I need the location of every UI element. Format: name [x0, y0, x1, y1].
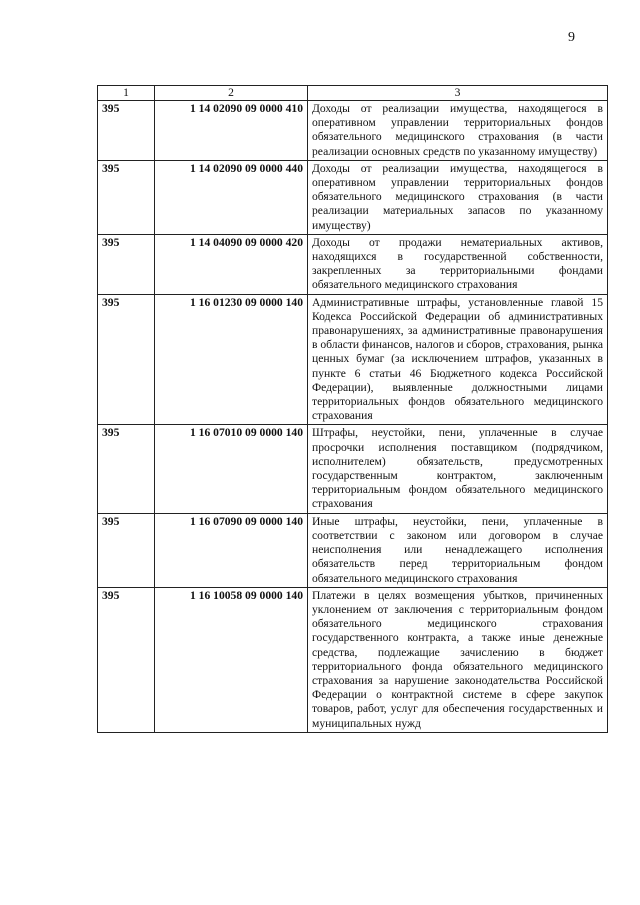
admin-code-cell: 395: [98, 294, 155, 425]
header-row: [98, 86, 608, 101]
table-row: [98, 294, 608, 425]
revenue-name-cell: Доходы от реализации имущества, находящегося в оперативном управлении территориальных фондов обязательного медицинского страхования (в части реализации материальных запасов по указанному имуществу): [308, 160, 608, 234]
table-row: [98, 160, 608, 234]
budget-code-cell: 1 14 04090 09 0000 420: [155, 234, 308, 294]
admin-code-cell: 395: [98, 587, 155, 732]
admin-code-cell: 395: [98, 234, 155, 294]
table-header: [98, 86, 608, 101]
budget-code-cell: 1 14 02090 09 0000 440: [155, 160, 308, 234]
revenue-name-cell: Доходы от продажи нематериальных активов, находящихся в государственной собственности, закрепленных за территориальными фондами обязательного медицинского страхования: [308, 234, 608, 294]
table-row: [98, 513, 608, 587]
budget-code-cell: 1 16 01230 09 0000 140: [155, 294, 308, 425]
budget-code-cell: 1 14 02090 09 0000 410: [155, 101, 308, 161]
budget-code-cell: 1 16 07010 09 0000 140: [155, 425, 308, 513]
revenue-name-cell: Административные штрафы, установленные главой 15 Кодекса Российской Федерации об административных правонарушениях, за административные правонарушения в области финансов, налогов и сборов, страхования, рынка ценных бумаг (за исключением штрафов, указанных в пункте 6 статьи 46 Бюджетного кодекса Российской Федерации), выявленные должностными лицами территориальных фондов обязательного медицинского страхования: [308, 294, 608, 425]
revenue-name-cell: Платежи в целях возмещения убытков, причиненных уклонением от заключения с территориальным фондом обязательного медицинского страхования государственного контракта, а также иные денежные средства, подлежащие зачислению в бюджет территориального фонда обязательного медицинского страхования за нарушение законодательства Российской Федерации о контрактной системе в сфере закупок товаров, работ, услуг для обеспечения государственных и муниципальных нужд: [308, 587, 608, 732]
table-row: [98, 101, 608, 161]
page-number: 9: [568, 30, 575, 45]
budget-code-cell: 1 16 07090 09 0000 140: [155, 513, 308, 587]
revenue-name-cell: Иные штрафы, неустойки, пени, уплаченные в соответствии с законом или договором в случае неисполнения или ненадлежащего исполнения обязательств перед территориальным фондом обязательного медицинского страхования: [308, 513, 608, 587]
column-header-3: 3: [308, 86, 608, 101]
admin-code-cell: 395: [98, 101, 155, 161]
table-row: [98, 234, 608, 294]
revenue-name-cell: Доходы от реализации имущества, находящегося в оперативном управлении территориальных фондов обязательного медицинского страхования (в части реализации основных средств по указанному имуществу): [308, 101, 608, 161]
table-row: [98, 425, 608, 513]
column-header-1: 1: [98, 86, 155, 101]
table-row: [98, 587, 608, 732]
table-body: [98, 101, 608, 733]
revenue-codes-table: [97, 85, 608, 733]
admin-code-cell: 395: [98, 425, 155, 513]
revenue-name-cell: Штрафы, неустойки, пени, уплаченные в случае просрочки исполнения поставщиком (подрядчиком, исполнителем) обязательств, предусмотренных государственным контрактом, заключенным территориальным фондом обязательного медицинского страхования: [308, 425, 608, 513]
admin-code-cell: 395: [98, 513, 155, 587]
column-header-2: 2: [155, 86, 308, 101]
admin-code-cell: 395: [98, 160, 155, 234]
budget-code-cell: 1 16 10058 09 0000 140: [155, 587, 308, 732]
